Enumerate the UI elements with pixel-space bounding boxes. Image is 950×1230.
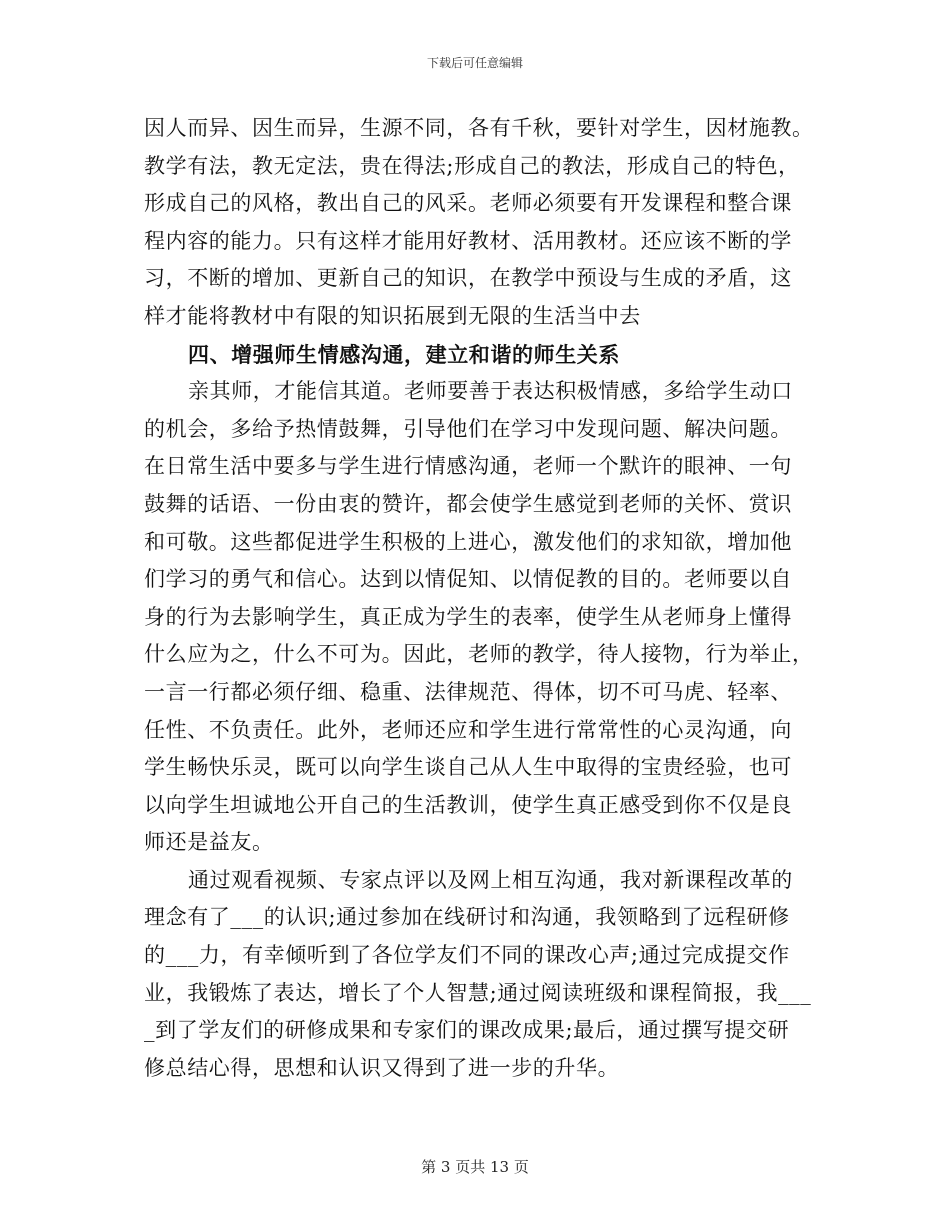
- paragraph-first-line: 亲其师，才能信其道。老师要善于表达积极情感，多给学生动口: [188, 379, 793, 404]
- text-line: 一言一行都必须仔细、稳重、法律规范、得体，切不可马虎、轻率、: [144, 679, 792, 704]
- text-line: 什么应为之，什么不可为。因此，老师的教学，待人接物，行为举止，: [144, 642, 814, 667]
- text-line: 们学习的勇气和信心。达到以情促知、以情促教的目的。老师要以自: [144, 567, 792, 592]
- text-line: 的机会，多给予热情鼓舞，引导他们在学习中发现问题、解决问题。: [144, 416, 792, 441]
- text-line: 学生畅快乐灵，既可以向学生谈自己从人生中取得的宝贵经验，也可: [144, 755, 792, 780]
- text-line: 修总结心得，思想和认识又得到了进一步的升华。: [144, 1055, 620, 1080]
- document-body: [144, 110, 814, 1087]
- page-header: 下载后可任意编辑: [426, 56, 523, 70]
- section-heading: 四、增强师生情感沟通，建立和谐的师生关系: [188, 341, 620, 367]
- text-line: 习，不断的增加、更新自己的知识，在教学中预设与生成的矛盾，这: [144, 266, 792, 291]
- text-line: 和可敬。这些都促进学生积极的上进心，激发他们的求知欲，增加他: [144, 529, 792, 554]
- text-line: 师还是益友。: [144, 830, 274, 855]
- text-line: 的___力，有幸倾听到了各位学友们不同的课改心声;通过完成提交作: [144, 943, 790, 968]
- text-line: 形成自己的风格，教出自己的风采。老师必须要有开发课程和整合课: [144, 191, 792, 216]
- text-line: 教学有法，教无定法，贵在得法;形成自己的教法，形成自己的特色，: [144, 153, 800, 178]
- text-line: _到了学友们的研修成果和专家们的课改成果;最后，通过撰写提交研: [144, 1018, 790, 1043]
- page-footer: 第 3 页共 13 页: [421, 1158, 529, 1176]
- text-line: 理念有了___的认识;通过参加在线研讨和沟通，我领略到了远程研修: [144, 905, 790, 930]
- text-line: 身的行为去影响学生，真正成为学生的表率，使学生从老师身上懂得: [144, 604, 792, 629]
- text-line: 鼓舞的话语、一份由衷的赞许，都会使学生感觉到老师的关怀、赏识: [144, 491, 792, 516]
- text-line: 因人而异、因生而异，生源不同，各有千秋，要针对学生，因材施教。: [144, 116, 814, 140]
- text-line: 任性、不负责任。此外，老师还应和学生进行常常性的心灵沟通，向: [144, 717, 792, 742]
- paragraph-first-line: 通过观看视频、专家点评以及网上相互沟通，我对新课程改革的: [188, 867, 793, 892]
- text-line: 在日常生活中要多与学生进行情感沟通，老师一个默许的眼神、一句: [144, 454, 792, 479]
- text-line: 程内容的能力。只有这样才能用好教材、活用教材。还应该不断的学: [144, 228, 792, 253]
- text-line: 样才能将教材中有限的知识拓展到无限的生活当中去: [144, 303, 641, 328]
- text-line: 业，我锻炼了表达，增长了个人智慧;通过阅读班级和课程简报，我___: [144, 980, 812, 1005]
- text-line: 以向学生坦诚地公开自己的生活教训，使学生真正感受到你不仅是良: [144, 792, 792, 817]
